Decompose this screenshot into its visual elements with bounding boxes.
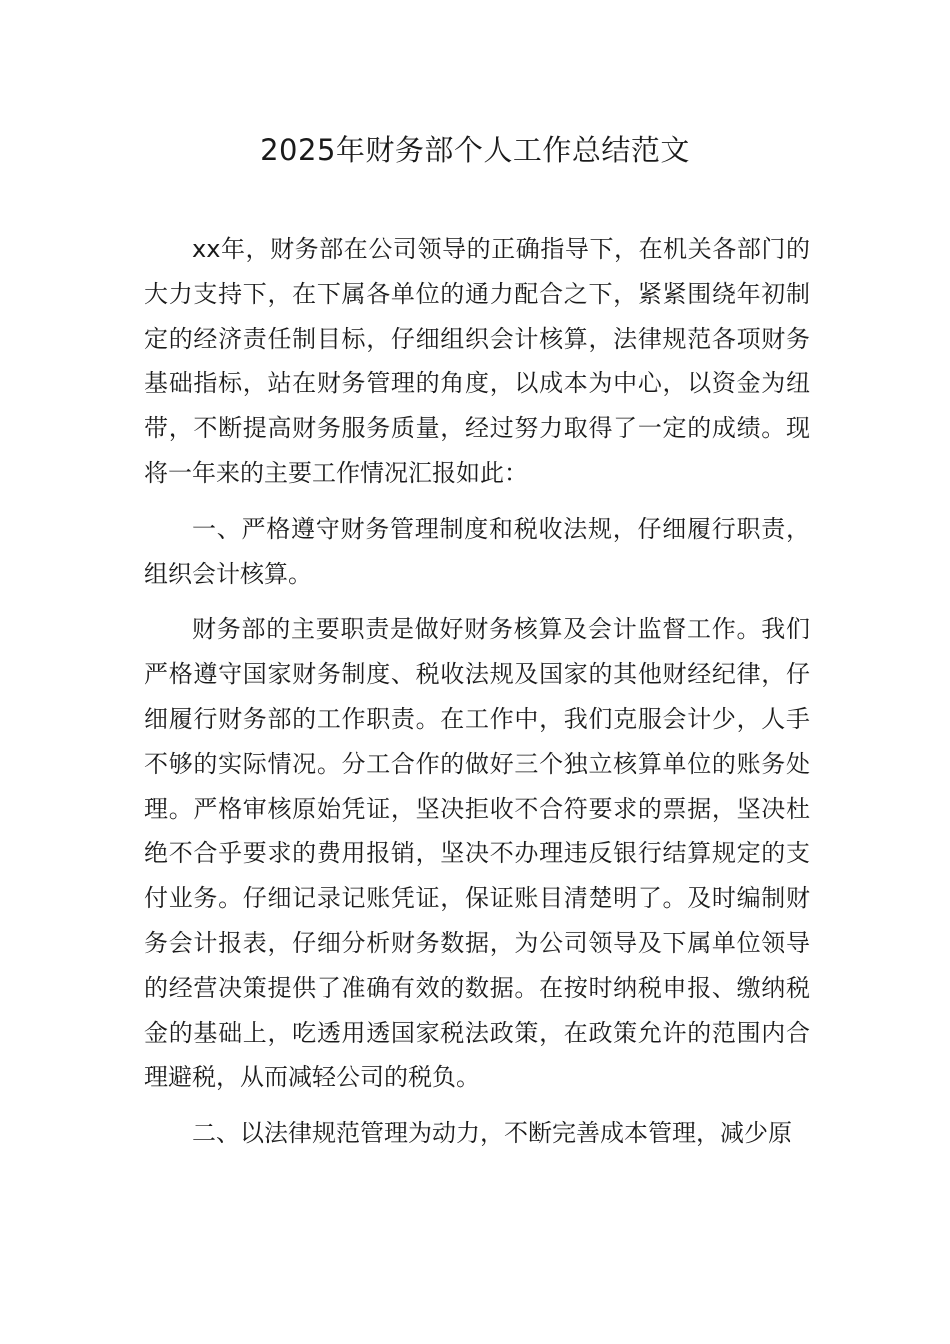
paragraph-section-1-heading: 一、严格遵守财务管理制度和税收法规，仔细履行职责，组织会计核算。 bbox=[144, 514, 810, 588]
document-body bbox=[144, 227, 810, 1156]
paragraph-section-1-body: 财务部的主要职责是做好财务核算及会计监督工作。我们严格遵守国家财务制度、税收法规及国家的其他财经纪律，仔细履行财务部的工作职责。在工作中，我们克服会计少，人手不够的实际情况。分工合作的做好三个独立核算单位的账务处理。严格审核原始凭证，坚决拒收不合符要求的票据，坚决杜绝不合乎要求的费用报销，坚决不办理违反银行结算规定的支付业务。仔细记录记账凭证，保证账目清楚明了。及时编制财务会计报表，仔细分析财务数据，为公司领导及下属单位领导的经营决策提供了准确有效的数据。在按时纳税申报、缴纳税金的基础上，吃透用透国家税法政策，在政策允许的范围内合理避税，从而减轻公司的税负。 bbox=[144, 615, 810, 1092]
paragraph-intro: xx年，财务部在公司领导的正确指导下，在机关各部门的大力支持下，在下属各单位的通力配合之下，紧紧围绕年初制定的经济责任制目标，仔细组织会计核算，法律规范各项财务基础指标，站在财务管理的角度，以成本为中心，以资金为纽带，不断提高财务服务质量，经过努力取得了一定的成绩。现将一年来的主要工作情况汇报如此： bbox=[144, 235, 810, 487]
document-title: 2025年财务部个人工作总结范文 bbox=[260, 133, 690, 167]
paragraph-section-2-heading: 二、以法律规范管理为动力，不断完善成本管理，减少原 bbox=[192, 1119, 792, 1148]
